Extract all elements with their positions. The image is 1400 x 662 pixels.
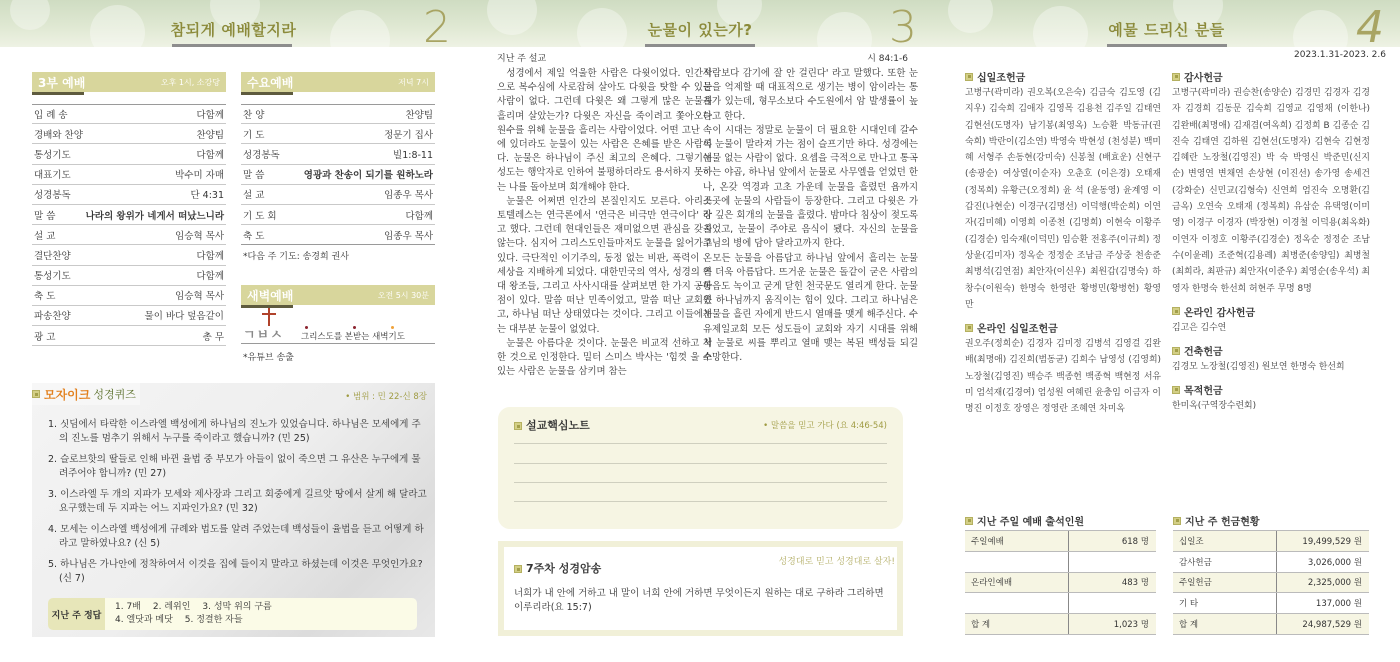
row-label: 축 도	[243, 230, 265, 242]
offering-section	[1172, 68, 1370, 297]
row-label: 광 고	[34, 331, 56, 343]
header-accent-bar	[241, 92, 293, 95]
bullet-square-icon	[965, 517, 973, 525]
row-value: 찬양팀	[196, 129, 224, 141]
row-value: 정문기 집사	[384, 129, 433, 141]
offerings-right-column	[1172, 68, 1370, 421]
sermon-label: 지난 주 설교	[497, 54, 547, 64]
paragraph: 성경에서 제일 억울한 사람은 다윗이었다. 인간적으로 복수심에 사로잡혀 살아도 다윗을 탓할 수 있는 사람이 없다. 그런데 다윗은 왜 그렇게 많은 눈물을 흘리며 살았는가? 다윗은 자신을 죽이려고 쫓아오는 원수를 위해 눈물을 흘리는 사람이었다. 어떤 고난 속에 있더라도 눈물이 있는 사람은 은혜를 받은 사람이다. 눈물은 하나님이 주신 최고의 은혜다. 그렇기에 성도는 행악자로 인하여 불평하더라도 용서하지 못하는 나를 돌아보며 회개해야 한다.	[497, 68, 712, 193]
donor-names: 한미옥(구역장수련회)	[1172, 401, 1257, 412]
table-row	[1173, 573, 1369, 594]
row-label: 합 계	[1173, 614, 1277, 634]
bullet-square-icon	[32, 390, 40, 398]
table-row	[32, 306, 226, 326]
bullet-square-icon	[1172, 73, 1180, 81]
page-number: 4	[1356, 2, 1384, 47]
table-row	[241, 124, 435, 144]
row-label: 성경봉독	[34, 190, 71, 202]
table-row	[1173, 552, 1369, 573]
bullet-square-icon	[1172, 386, 1180, 394]
quiz-brand: 모자이크	[44, 387, 91, 402]
attendance-table	[965, 530, 1156, 635]
answer-item: 4. 엘닷과 메닷	[115, 615, 173, 625]
row-label: 축 도	[34, 291, 56, 303]
quiz-question: 5. 하나님은 가나안에 정착하여서 이것을 집에 들이지 말라고 하셨는데 이것은 무엇인가요? (신 7)	[48, 559, 423, 584]
table-row	[1173, 614, 1369, 635]
header-accent-bar	[32, 92, 84, 95]
quiz-header	[32, 383, 140, 405]
table-row	[32, 266, 226, 286]
bible-quiz	[32, 383, 435, 637]
dot-icon	[353, 326, 356, 329]
answers-label: 지난 주 정답	[48, 598, 105, 630]
table-row	[241, 225, 435, 245]
cross-icon-bar	[262, 313, 276, 315]
logo-text: ㄱㅂㅅ	[243, 328, 284, 343]
service3-header	[32, 72, 226, 92]
offering-section-title	[965, 319, 1161, 336]
section-title-text: 온라인 십일조헌금	[977, 324, 1058, 336]
sermon-scripture-ref: 시 84:1-6	[867, 54, 908, 64]
table-row	[241, 144, 435, 164]
row-label: 대표기도	[34, 170, 71, 182]
section-title-text: 감사헌금	[1184, 73, 1223, 84]
table-row	[32, 245, 226, 265]
offering-summary-title	[1173, 513, 1260, 528]
note-line[interactable]	[514, 482, 887, 483]
offering-section	[1172, 342, 1370, 375]
bullet-square-icon	[514, 565, 522, 573]
row-label: 말 씀	[243, 170, 265, 182]
row-value: 물이 바다 덮음같이	[144, 311, 224, 323]
table-row	[965, 531, 1156, 552]
table-row	[32, 205, 226, 225]
sermon-notes-box	[498, 407, 903, 529]
offering-section	[965, 68, 1161, 313]
wednesday-time: 저녁 7시	[398, 77, 429, 87]
offering-section	[1172, 303, 1370, 336]
table-row	[32, 185, 226, 205]
answers-values	[105, 598, 284, 630]
row-label: 결단찬양	[34, 250, 71, 262]
quiz-range: • 범위 : 민 22-신 8장	[345, 392, 427, 402]
row-label: 십일조	[1173, 531, 1277, 551]
row-label: 주일예배	[965, 531, 1069, 551]
bullet-square-icon	[965, 324, 973, 332]
offering-section-title	[1172, 381, 1370, 398]
row-label: 온라인예배	[965, 573, 1069, 593]
table-row	[32, 104, 226, 124]
row-label: 기 도	[243, 129, 265, 141]
scripture-memory-box	[498, 541, 903, 636]
quiz-title: 성경퀴즈	[93, 388, 136, 401]
table-row	[32, 124, 226, 144]
row-value: 2,325,000 원	[1307, 578, 1362, 589]
offerings-left-column	[965, 68, 1161, 424]
paragraph: 사람보다 감기에 잘 안 걸린다' 라고 말했다. 또한 눈물을 억제할 때 대표적으로 생기는 병이 암이라는 통계가 있는데, 형무소보다 수도원에서 암 발생률이 높다고 한다.	[703, 68, 918, 122]
memory-title-text: 7주차 성경암송	[526, 562, 602, 575]
page-number: 2	[423, 2, 451, 47]
row-value: 다함께	[196, 110, 224, 122]
quiz-question: 1. 싯딤에서 타락한 이스라엘 백성에게 하나님의 진노가 있었습니다. 하나님은 모세에게 주의 진노를 멈추기 위해서 누구를 죽이라고 했습니까? (민 25)	[48, 419, 421, 444]
table-row	[1173, 593, 1369, 614]
row-value: 빌1:8-11	[393, 149, 433, 161]
title-underline	[172, 44, 292, 47]
row-value: 137,000 원	[1315, 599, 1362, 610]
row-label	[965, 552, 1069, 572]
row-label: 성경봉독	[243, 149, 280, 161]
row-value: 다함께	[405, 210, 433, 222]
table-row	[1173, 531, 1369, 552]
row-value: 다함께	[196, 271, 224, 283]
page-banner	[0, 0, 467, 47]
row-label: 찬 양	[243, 110, 265, 122]
memory-verse: 너희가 내 안에 거하고 내 말이 너희 안에 거하면 무엇이든지 원하는 대로 구하라 그리하면 이루리라(요 15:7)	[514, 588, 884, 613]
offering-section	[1172, 381, 1370, 414]
donor-names: 김경모 노장철(김영진) 원보연 한명숙 한선희	[1172, 362, 1345, 373]
offering-section-title	[965, 68, 1161, 85]
table-row	[241, 185, 435, 205]
table-row	[32, 286, 226, 306]
row-label: 설 교	[34, 230, 56, 242]
bullet-square-icon	[1172, 307, 1180, 315]
row-label: 기 타	[1173, 593, 1277, 613]
title-underline	[645, 44, 755, 47]
donor-names: 고병구(곽미라) 권승찬(송양순) 김경민 김경자 김경자 김경희 김동문 김숙희 김영교 김영채 (이한나) 김완배(최명애) 김재겸(여옥희) 김정희 B 김종순 김진숙 김태연 김하원 김현선(도명자) 김현숙 김현정 김혜란 노장철(김영진) 박 숙 박영신 박준민(신지순) 변영연 변채연 손상현 (이진선) 송가영 송세건(강화순) 신민교(김형숙) 신연희 엄진숙 오명환(김금옥) 오연숙 오태재 (정복희) 유삼순 유택영(이미영) 이경구 이경자 (박장현) 이경철 이덕용(최옥화) 이연자 이정호 이황주(김경순) 정옥순 정정순 조남수(이윤례) 조준혁(김용례) 최병준(송양임) 최병철(최희라, 최판규) 최안자(이준우) 최영순(송우석) 최영자 한명숙 한선희 허현주 무명 8명	[1172, 88, 1370, 294]
sermon-column-2	[703, 67, 918, 365]
offering-section	[965, 319, 1161, 417]
quiz-question: 2. 슬로브핫의 딸들로 인해 바뀐 율법 중 부모가 아들이 없이 죽으면 그 유산은 누구에게 물려주어야 합니까? (민 27)	[48, 454, 421, 479]
paragraph: 눈물은 아름다운 것이다. 눈물은 비교적 선하고 착한 것으로 인정한다. 밀터 스미스 박사는 '힘껏 울 수 있는 사람은 눈물을 삼키며 참는	[497, 337, 712, 378]
memory-title	[514, 560, 601, 576]
page-banner	[467, 0, 933, 47]
dot-icon	[305, 326, 308, 329]
table-row	[32, 144, 226, 164]
table-row	[241, 104, 435, 124]
sermon-title: 영광과 찬송이 되기를 원하노라	[303, 170, 433, 182]
table-row	[965, 593, 1156, 614]
quiz-questions	[48, 418, 428, 593]
notes-title	[514, 417, 590, 433]
page-title: 눈물이 있는가?	[647, 21, 753, 39]
page-4-offerings	[933, 0, 1400, 662]
dawn-header	[241, 285, 435, 305]
row-label: 경배와 찬양	[34, 129, 83, 141]
row-value: 박수미 자매	[175, 170, 224, 182]
row-label: 설 교	[243, 190, 265, 202]
answer-item: 1. 7배	[115, 602, 141, 612]
donor-names: 권오주(정희순) 김경자 김미정 김병석 김영걸 김완배(최명애) 김진희(범동균) 김희수 남영성 (김영희) 노장철(김영진) 백승주 백종헌 백종혁 백현정 서유미 엄석재(김경여) 엄성원 여혜린 윤충임 이금자 이명진 이정호 장영은 정영란 조혜연 차미옥	[965, 339, 1161, 415]
row-value: 임승혁 목사	[175, 291, 224, 303]
service3-title: 3부 예배	[38, 75, 86, 90]
title-underline	[1107, 44, 1227, 47]
note-line[interactable]	[514, 443, 887, 444]
page-number: 3	[889, 2, 917, 47]
page-title: 예물 드리신 분들	[1108, 21, 1225, 39]
attendance-title	[965, 513, 1084, 528]
answer-item: 2. 레위인	[152, 602, 191, 612]
wednesday-order-table	[241, 104, 435, 245]
offering-section-title	[1172, 342, 1370, 359]
row-value: 임종우 목사	[384, 190, 433, 202]
notes-title-text: 설교핵심노트	[526, 419, 590, 432]
row-value: 찬양팀	[405, 110, 433, 122]
table-row	[241, 205, 435, 225]
bullet-square-icon	[965, 73, 973, 81]
row-value: 단 4:31	[190, 190, 224, 202]
sermon-title: 나라의 왕위가 네게서 떠났느니라	[85, 210, 224, 222]
last-week-answers	[48, 598, 417, 630]
dawn-prayer-logo	[241, 306, 435, 344]
row-value: 19,499,529 원	[1302, 536, 1362, 547]
note-line[interactable]	[514, 463, 887, 464]
paragraph: 눈물은 어쩌면 인간의 본질인지도 모른다. 아리스토텔레스는 연극론에서 '연극은 비극만 연극이다' 라고 했다. 그런데 현대인들은 재미없으면 관심을 갖지 않는다. 심지어 그리스도인들마저도 눈물을 잃어가고 있다. 극단적인 이기주의, 동정 없는 비판, 폭력이 온 세상을 지배하게 되었다. 대한민국의 역사, 성경의 역대 왕조들, 그리고 사사시대를 살펴보면 한 가지 공통점이 있다. 말씀 떠난 민족이었고, 말씀 떠난 교회였고, 하나님 떠난 상태였다는 것이다. 그리고 이들에게는 대부분 눈물이 없었다.	[497, 195, 712, 335]
note-line[interactable]	[514, 501, 887, 502]
row-value: 3,026,000 원	[1307, 557, 1362, 568]
offering-summary-title-text: 지난 주 헌금현황	[1185, 517, 1260, 528]
offering-section-title	[1172, 68, 1370, 85]
page-2-worship	[0, 0, 467, 662]
page-banner	[933, 0, 1400, 47]
table-row	[32, 225, 226, 245]
table-row	[32, 326, 226, 346]
wednesday-header	[241, 72, 435, 92]
memory-slogan: 성경대로 믿고 성경대로 살자!	[778, 557, 895, 567]
row-value: 임종우 목사	[384, 230, 433, 242]
service3-time: 오후 1시, 소강당	[160, 77, 220, 87]
row-value: 다함께	[196, 149, 224, 161]
bullet-square-icon	[1173, 517, 1181, 525]
donor-names: 고병구(곽미라) 권오복(오은숙) 김금숙 김도영 (김지우) 김숙희 김애자 김영목 김용천 김주일 김태연 김현선(도명자) 남기봉(최영옥) 노승환 박동규(권숙희) 박란이(김소연) 박영숙 박현성 (천성분) 백미혜 서형주 손동현(강미숙) 신봉철 (배효운) 신현구(송광순) 여상열(이순자) 오춘호 (이은경) 오태재(정복희) 유황근(오정희) 윤 석 (윤동영) 윤계영 이갑진(나현순) 이경구(김명선) 이덕행(박순희) 이연자(김미혜) 이영희 이종천 (김명희) 이현숙 이황주(김경순) 임숙재(이덕민) 임승환 전홍주(이규희) 정상윤(김미자) 정옥순 정정순 조남금 주상중 천송준 최병석(김연점) 최안자(이신우) 최원갑(김명숙) 하창수(이원숙) 한명숙 한영란 황병민(황병헌) 황영만	[965, 88, 1161, 310]
dawn-title: 새벽예배	[247, 288, 294, 303]
row-label: 입 례 송	[34, 110, 68, 122]
row-value: 총 무	[202, 331, 224, 343]
row-label	[965, 593, 1069, 613]
quiz-question: 4. 모세는 이스라엘 백성에게 규례와 법도를 알려 주었는데 백성들이 율법을 듣고 어떻게 하라고 말하였나요? (신 5)	[48, 524, 424, 549]
row-label: 파송찬양	[34, 311, 71, 323]
section-title-text: 십일조헌금	[977, 73, 1026, 84]
answer-item: 5. 정결한 자들	[184, 615, 243, 625]
table-row	[965, 614, 1156, 635]
table-row	[32, 165, 226, 185]
service3-order-table	[32, 104, 226, 346]
date-range: 2023.1.31-2023. 2.6	[1294, 50, 1386, 60]
attendance-title-text: 지난 주일 예배 출석인원	[977, 517, 1085, 528]
bullet-square-icon	[1172, 347, 1180, 355]
row-label: 합 계	[965, 614, 1069, 634]
paragraph: 모든 눈물을 아름답고 하나님 앞에서 흘리는 눈물은 더욱 아름답다. 뜨거운 눈물은 돌같이 굳은 사람의 마음도 녹이고 굳게 닫힌 천국문도 열리게 한다. 눈물은 하나님까지 움직이는 힘이 있다. 그리고 하나님은 눈물을 흘린 자에게 반드시 열매를 맺게 해주신다. 수유제일교회 모든 성도들이 교회와 자기 시대를 위해서 눈물로 씨를 뿌리고 열매 맺는 복된 백성들 되길 소망한다.	[703, 252, 918, 364]
notes-scripture: • 말씀을 믿고 가다 (요 4:46-54)	[763, 421, 887, 431]
row-label: 말 씀	[34, 210, 56, 222]
row-value: 618 명	[1121, 536, 1149, 547]
next-week-prayer-note: *다음 주 기도: 송경희 권사	[243, 252, 349, 262]
dawn-time: 오전 5시 30분	[377, 290, 429, 300]
quiz-question: 3. 이스라엘 두 개의 지파가 모세와 제사장과 그리고 회중에게 길르앗 땅에서 살게 해 달라고 요구했는데 두 지파는 어느 지파인가요? (민 32)	[48, 489, 427, 514]
table-row	[965, 552, 1156, 573]
row-value: 1,023 명	[1113, 620, 1149, 631]
answer-item: 3. 성막 위의 구름	[202, 602, 272, 612]
row-label: 기 도 회	[243, 210, 277, 222]
wednesday-title: 수요예배	[247, 75, 294, 90]
table-row	[965, 573, 1156, 594]
row-value: 483 명	[1121, 578, 1149, 589]
table-row	[241, 165, 435, 185]
section-title-text: 건축헌금	[1184, 347, 1223, 359]
section-title-text: 온라인 감사헌금	[1184, 307, 1256, 319]
dot-icon	[391, 326, 394, 329]
youtube-note: *유튜브 송출	[243, 353, 294, 363]
row-value: 임승혁 목사	[175, 230, 224, 242]
row-label: 감사헌금	[1173, 552, 1277, 572]
offering-summary-table	[1173, 530, 1369, 635]
dawn-slogan: 그리스도를 본받는 새벽기도	[301, 332, 405, 342]
sermon-column-1	[497, 67, 712, 379]
paragraph: 이 시대는 정말로 눈물이 더 필요한 시대인데 갈수록 눈물이 말라져 가는 점이 슬프기만 하다. 성경에는 눈물 없는 사람이 없다. 요셉을 극적으로 만나고 통곡하는 야곱, 하나님 앞에서 눈물로 사무엘을 얻었던 한나, 온갖 역경과 고초 가운데 눈물을 흘렸던 욥까지 곳곳에 눈물의 사람들이 등장한다. 그리고 다윗은 가장 깊은 회개의 눈물을 흘렸다. 밤마다 침상이 젖도록 울었고, 눈물이 주야로 음식이 됐다. 자신의 눈물을 주님의 병에 담아 달라고까지 한다.	[703, 124, 918, 250]
row-label: 통성기도	[34, 149, 71, 161]
row-label: 주일헌금	[1173, 573, 1277, 593]
donor-names: 김고은 김수연	[1172, 322, 1227, 333]
page-title: 참되게 예배할지라	[170, 21, 297, 39]
section-title-text: 목적헌금	[1184, 386, 1223, 398]
row-label: 통성기도	[34, 271, 71, 283]
row-value: 24,987,529 원	[1302, 620, 1362, 631]
offering-section-title	[1172, 303, 1370, 320]
row-value: 다함께	[196, 250, 224, 262]
bullet-square-icon	[514, 422, 522, 430]
